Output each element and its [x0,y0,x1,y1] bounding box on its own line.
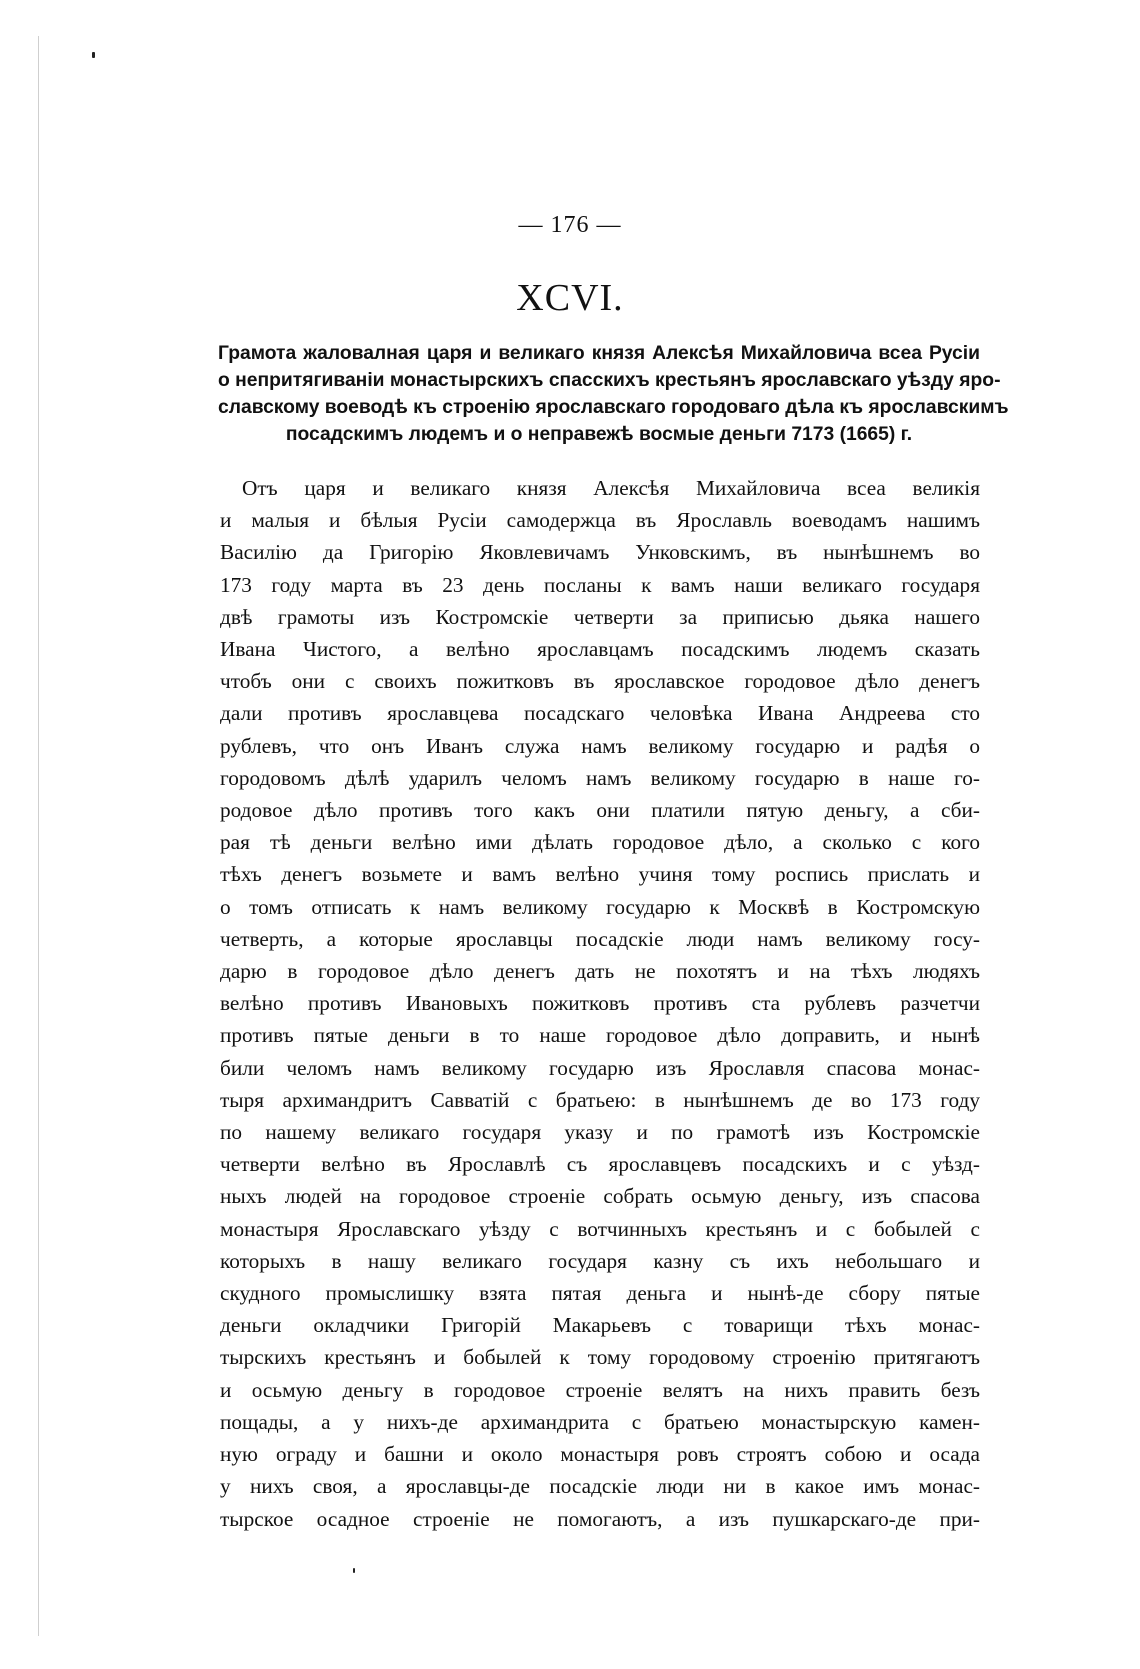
body-line: Отъ царя и великаго князя Алексѣя Михайловича всеа великія [242,476,980,500]
body-line: ную ограду и башни и около монастыря ровъ строятъ собою и осада [220,1442,980,1467]
body-line: тырское осадное строеніе не помогаютъ, а изъ пушкарскаго-де при- [220,1506,980,1531]
body-line: били челомъ намъ великому государю изъ Ярославля спасова монас- [220,1055,980,1080]
body-line: четверти велѣно въ Ярославлѣ съ ярославцевъ посадскихъ и с уѣзд- [220,1152,980,1177]
scan-speck [353,1568,355,1573]
body-line: двѣ грамоты изъ Костромскіе четверти за приписью дьяка нашего [220,604,980,629]
body-line: чтобъ они с своихъ пожитковъ въ ярославское городовое дѣло денегъ [220,669,980,694]
heading-line: славскому воеводѣ къ строенію ярославскаго городоваго дѣла къ ярославскимъ [218,397,1009,418]
body-line: родовое дѣло противъ того какъ они платили пятую деньгу, а сби- [220,798,980,823]
body-line: деньги окладчики Григорій Макарьевъ с товарищи тѣхъ монас- [220,1313,980,1338]
body-line: скудного промыслишку взята пятая деньга и нынѣ-де сбору пятые [220,1281,980,1306]
document-number: XCVI. [516,277,624,319]
scan-speck [92,52,95,58]
page-number: — 176 — [518,212,622,238]
body-line: пощады, а у нихъ-де архимандрита с братьею монастырскую камен- [220,1409,980,1434]
body-line: и малыя и бѣлыя Русіи самодержца въ Ярославль воеводамъ нашимъ [220,508,980,533]
heading-line: Грамота жаловалная царя и великаго князя Алексѣя Михайловича всеа Русіи [218,343,980,364]
body-line: ныхъ людей на городовое строеніе собрать осьмую деньгу, изъ спасова [220,1184,980,1209]
body-line: противъ пятые деньги в то наше городовое дѣло доправить, и нынѣ [220,1023,980,1048]
document-heading [218,340,1009,448]
heading-line: о непритягиваніи монастырскихъ спасскихъ крестьянъ ярославскаго уѣзду яро- [218,370,1001,391]
body-line: дали противъ ярославцева посадскаго человѣка Ивана Андреева сто [220,701,980,726]
body-line: по нашему великаго государя указу и по грамотѣ изъ Костромскіе [220,1120,980,1145]
body-line: тырскихъ крестьянъ и бобылей к тому городовому строенію притягаютъ [220,1345,980,1370]
body-line: и осьмую деньгу в городовое строеніе велятъ на нихъ править безъ [220,1377,980,1402]
body-line: тыря архимандритъ Савватій с братьею: в нынѣшнемъ де во 173 году [220,1087,980,1112]
body-line: тѣхъ денегъ возьмете и вамъ велѣно учиня тому роспись прислать и [220,862,980,887]
body-line: четверть, а которые ярославцы посадскіе люди намъ великому госу- [220,926,980,951]
body-line: о томъ отписать к намъ великому государю к Москвѣ в Костромскую [220,894,980,919]
body-line: городовомъ дѣлѣ ударилъ челомъ намъ великому государю в наше го- [220,765,980,790]
body-line: рая тѣ деньги велѣно ими дѣлать городовое дѣло, а сколько с кого [220,830,980,855]
body-line: монастыря Ярославскаго уѣзду с вотчинныхъ крестьянъ и с бобылей с [220,1216,980,1241]
body-line: рублевъ, что онъ Иванъ служа намъ великому государю и радѣя о [220,733,980,758]
document-body [220,472,980,1535]
body-line: дарю в городовое дѣло денегъ дать не похотятъ и на тѣхъ людяхъ [220,959,980,984]
heading-line: посадскимъ людемъ и о неправежѣ восмые деньги 7173 (1665) г. [285,424,913,445]
body-line: Василію да Григорію Яковлевичамъ Унковскимъ, въ нынѣшнемъ во [220,540,980,565]
body-line: которыхъ в нашу великаго государя казну съ ихъ небольшаго и [220,1248,980,1273]
body-line: у нихъ своя, а ярославцы-де посадскіе люди ни в какое имъ монас- [220,1474,980,1499]
body-line: велѣно противъ Ивановыхъ пожитковъ противъ ста рублевъ разчетчи [220,991,980,1016]
body-line: Ивана Чистого, а велѣно ярославцамъ посадскимъ людемъ сказать [220,637,980,662]
body-line: 173 году марта въ 23 день посланы к вамъ наши великаго государя [220,572,980,597]
